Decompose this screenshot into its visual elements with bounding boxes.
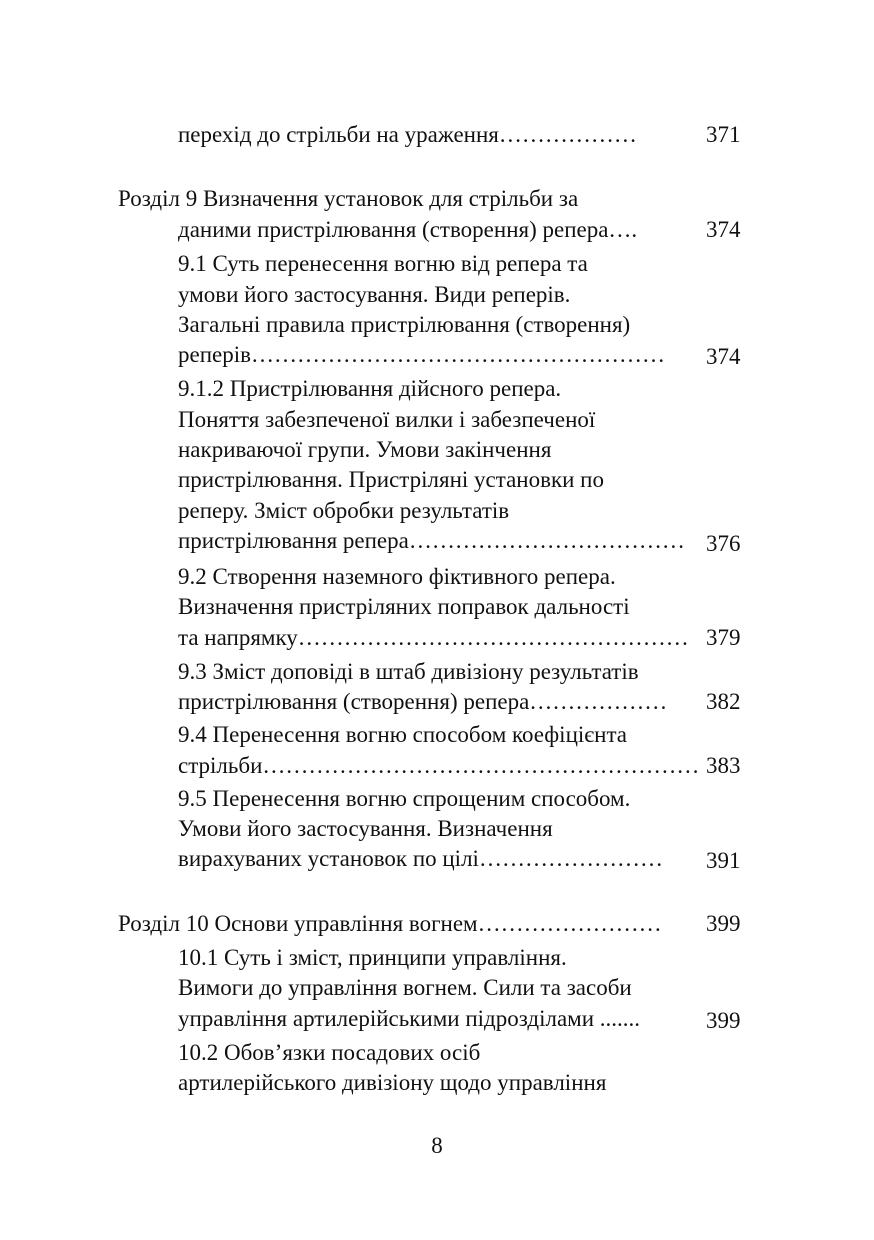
toc-entry-text: реперів……………………………………………… bbox=[178, 342, 665, 367]
toc-chapter-title: Розділ 10 Основи управління вогнем…………………… bbox=[118, 911, 662, 936]
toc-chapter-title: даними пристрілювання (створення) репера…. bbox=[178, 217, 638, 242]
toc-entry-page: 391 bbox=[706, 848, 741, 873]
toc-entry-text: реперу. Зміст обробки результатів bbox=[178, 498, 510, 523]
toc-entry-page: 376 bbox=[706, 531, 741, 556]
toc-entry-text: перехід до стрільби на ураження……………… bbox=[178, 122, 637, 147]
toc-entry-text: артилерійського дивізіону щодо управління bbox=[178, 1070, 607, 1095]
toc-entry-text: Визначення пристріляних поправок дальності bbox=[178, 594, 630, 619]
toc-entry-text: 9.1 Суть перенесення вогню від репера та bbox=[178, 251, 588, 276]
toc-entry-text: та напрямку…………………………………………… bbox=[178, 625, 689, 650]
toc-entry-text: 10.1 Суть і зміст, принципи управління. bbox=[178, 945, 567, 970]
toc-entry-page: 399 bbox=[706, 911, 741, 936]
toc-entry-page: 371 bbox=[706, 122, 741, 147]
toc-entry-page: 399 bbox=[706, 1008, 741, 1033]
toc-entry-text: Вимоги до управління вогнем. Сили та засоби bbox=[178, 975, 632, 1000]
toc-entry-text: 9.1.2 Пристрілювання дійсного репера. bbox=[178, 376, 562, 401]
toc-entry-page: 379 bbox=[706, 625, 741, 650]
toc-entry-page: 383 bbox=[706, 753, 741, 778]
toc-entry-text: 10.2 Обов’язки посадових осіб bbox=[178, 1040, 481, 1065]
toc-entry-text: вирахуваних установок по цілі…………………… bbox=[178, 846, 663, 871]
toc-entry-page: 374 bbox=[706, 344, 741, 369]
toc-entry-text: Умови його застосування. Визначення bbox=[178, 816, 553, 841]
toc-entry-text: 9.5 Перенесення вогню спрощеним способом. bbox=[178, 786, 631, 811]
toc-entry-text: стрільби………………………………………………… bbox=[178, 753, 700, 778]
page-number: 8 bbox=[431, 1133, 443, 1158]
toc-entry-text: пристрілювання (створення) репера……………… bbox=[178, 689, 668, 714]
toc-chapter-title: Розділ 9 Визначення установок для стрільби за bbox=[118, 186, 579, 211]
toc-entry-page: 382 bbox=[706, 689, 741, 714]
toc-entry-text: управління артилерійськими підрозділами ....... bbox=[178, 1006, 641, 1031]
toc-entry-text: Поняття забезпеченої вилки і забезпеченої bbox=[178, 407, 596, 432]
toc-entry-text: 9.4 Перенесення вогню способом коефіцієнта bbox=[178, 722, 627, 747]
toc-entry-text: пристрілювання. Пристріляні установки по bbox=[178, 467, 604, 492]
toc-entry-text: Загальні правила пристрілювання (створення) bbox=[178, 312, 631, 337]
toc-entry-text: умови його застосування. Види реперів. bbox=[178, 282, 571, 307]
toc-entry-text: 9.3 Зміст доповіді в штаб дивізіону результатів bbox=[178, 659, 639, 684]
toc-entry-text: пристрілювання репера……………………………… bbox=[178, 528, 685, 553]
toc-entry-text: 9.2 Створення наземного фіктивного репера. bbox=[178, 564, 616, 589]
toc-entry-text: накриваючої групи. Умови закінчення bbox=[178, 437, 552, 462]
toc-entry-page: 374 bbox=[706, 217, 741, 242]
